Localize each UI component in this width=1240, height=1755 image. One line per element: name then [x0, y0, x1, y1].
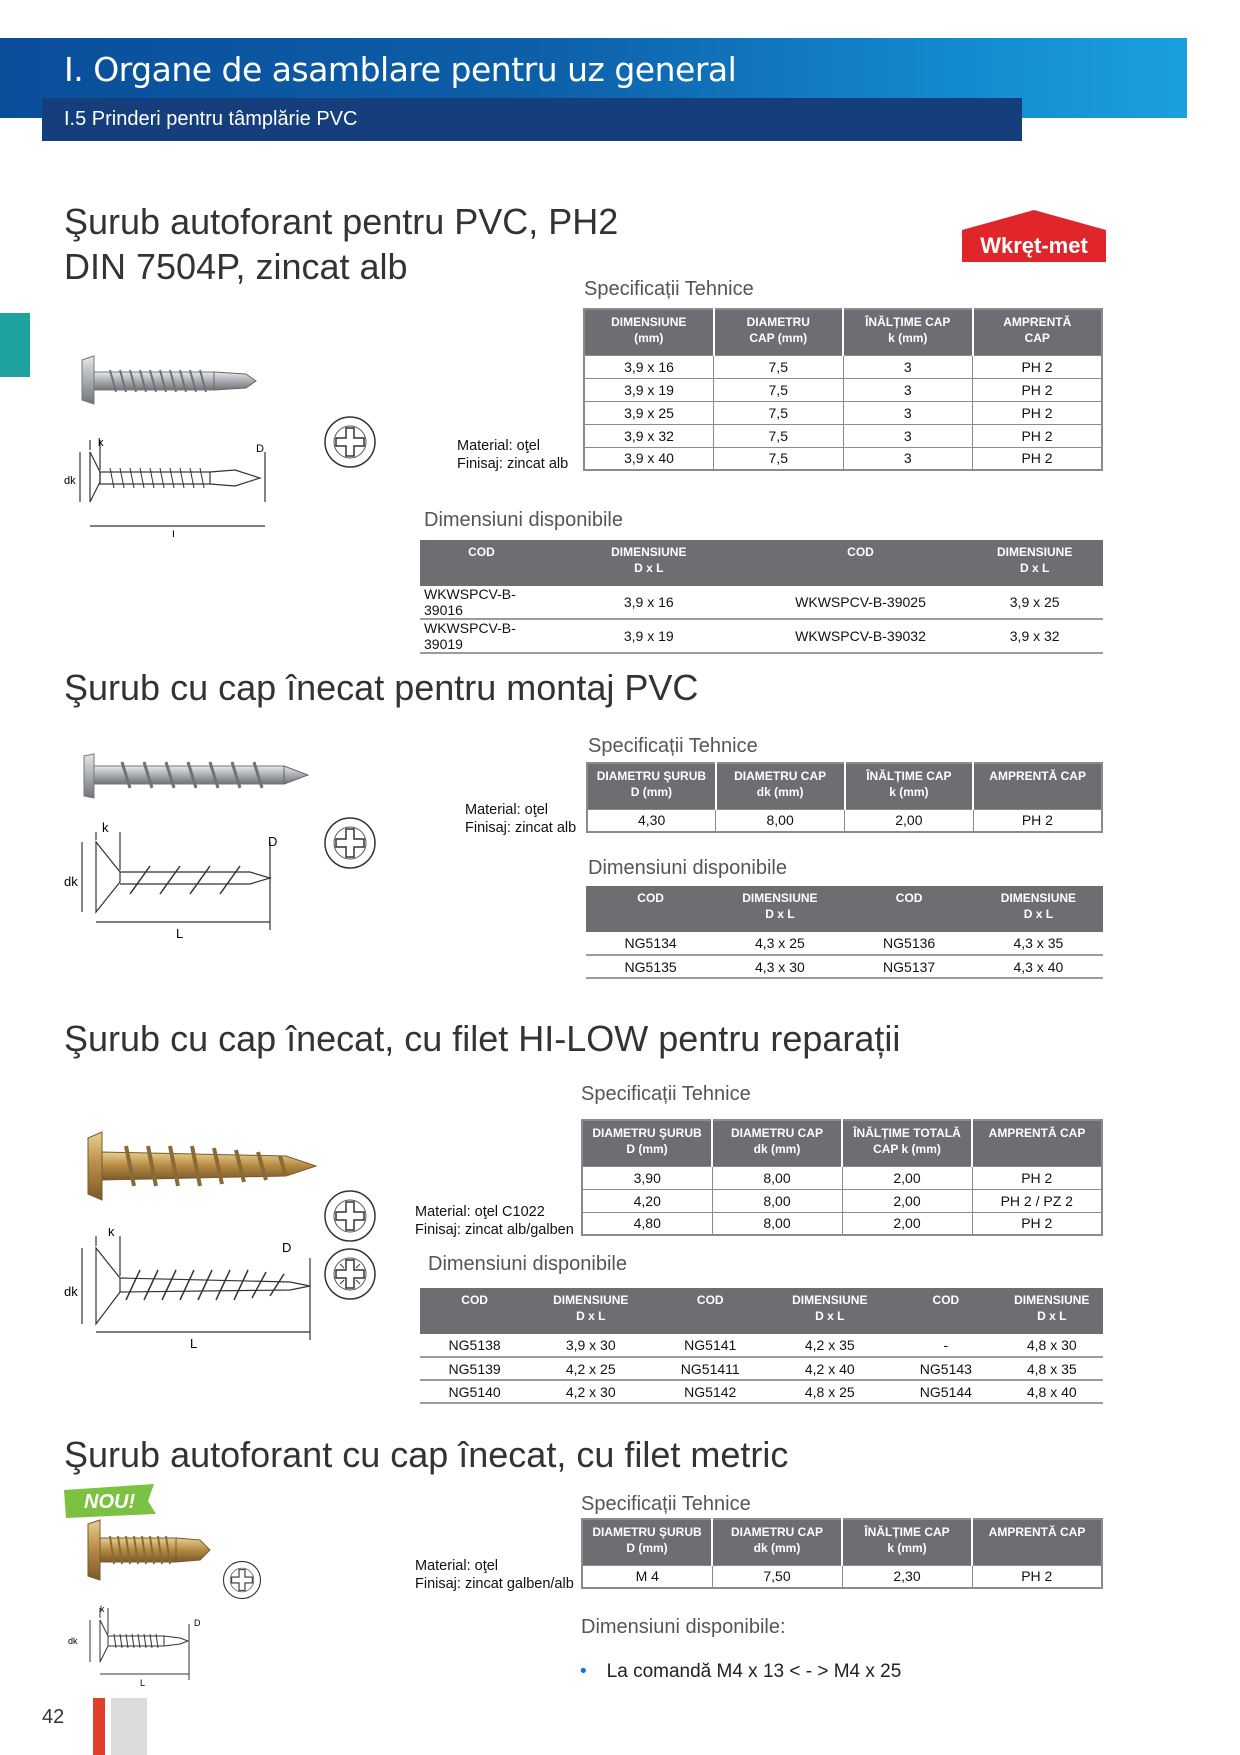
material-text: Material: oţel [415, 1558, 499, 1574]
material-text: Material: oţel [457, 438, 541, 454]
table-row: WKWSPCV-B-39019 3,9 x 19 WKWSPCV-B-39032 3,9 x 32 [420, 619, 1103, 653]
product-4-spec-table [581, 1518, 1103, 1589]
label-d: D [268, 834, 278, 849]
phillips-ph2-icon [323, 1189, 377, 1243]
product-1-title-line1: Şurub autoforant pentru PVC, PH2 [64, 201, 619, 242]
product-1-dims-table [420, 540, 1103, 654]
finish-text: Finisaj: zincat alb/galben [415, 1222, 574, 1238]
phillips-ph2-icon [222, 1560, 262, 1600]
spec-header: ÎNĂLȚIME CAP k (mm) [842, 1519, 972, 1565]
table-row: NG5138 3,9 x 30 NG5141 4,2 x 35 - 4,8 x 30 [420, 1334, 1103, 1357]
dims-header: DIMENSIUNE D x L [715, 886, 844, 932]
product-4-screw-photo [86, 1518, 216, 1582]
product-1-title [64, 200, 618, 289]
finish-text: Finisaj: zincat galben/alb [415, 1576, 574, 1592]
footer-gray-bar [111, 1698, 147, 1755]
product-4-dims-label: Dimensiuni disponibile: [581, 1616, 786, 1638]
table-row: NG5139 4,2 x 25 NG51411 4,2 x 40 NG5143 4,8 x 35 [420, 1357, 1103, 1380]
dims-header: DIMENSIUNE D x L [966, 540, 1103, 586]
product-1-technical-drawing [60, 432, 280, 537]
product-4-spec-label: Specificații Tehnice [581, 1493, 751, 1515]
dims-header: COD [420, 1288, 529, 1334]
product-2-spec-table [586, 762, 1103, 833]
spec-header: DIAMETRU CAP dk (mm) [712, 1120, 842, 1166]
product-4-technical-drawing [64, 1604, 214, 1688]
label-d: D [194, 1618, 201, 1628]
new-badge-text: NOU! [84, 1491, 136, 1513]
dims-header: COD [586, 886, 715, 932]
dims-header: COD [891, 1288, 1000, 1334]
product-2-technical-drawing [60, 822, 290, 942]
label-k: k [102, 822, 109, 835]
material-text: Material: oţel C1022 [415, 1204, 545, 1220]
label-k: k [100, 1604, 105, 1614]
dims-header: COD [652, 1288, 768, 1334]
spec-header: AMPRENTĂ CAP [972, 1120, 1102, 1166]
label-l: L [176, 926, 184, 941]
product-2-screw-photo [82, 752, 312, 802]
product-1-material [457, 437, 568, 473]
product-2-dims-table [586, 886, 1103, 979]
label-d: D [256, 443, 264, 455]
spec-header: AMPRENTĂ CAP [973, 763, 1102, 809]
spec-header: DIAMETRU ŞURUB D (mm) [587, 763, 716, 809]
table-row: 3,9 x 25 7,5 3 PH 2 [584, 401, 1102, 424]
spec-header: DIAMETRU CAP dk (mm) [712, 1519, 842, 1565]
product-2-dims-label: Dimensiuni disponibile [588, 857, 787, 879]
product-4-title: Şurub autoforant cu cap înecat, cu filet metric [64, 1434, 789, 1475]
table-row: 3,9 x 16 7,5 3 PH 2 [584, 355, 1102, 378]
product-1-spec-label: Specificații Tehnice [584, 278, 754, 300]
product-2-title: Şurub cu cap înecat pentru montaj PVC [64, 667, 699, 708]
product-3-dims-table [420, 1288, 1103, 1404]
page-number: 42 [42, 1706, 65, 1728]
dims-header: DIMENSIUNE D x L [768, 1288, 891, 1334]
label-l: L [172, 529, 179, 537]
order-note [580, 1661, 901, 1683]
dims-header: DIMENSIUNE D x L [974, 886, 1103, 932]
section-title: I.5 Prinderi pentru tâmplărie PVC [64, 108, 358, 130]
order-note-text: La comandă M4 x 13 < - > M4 x 25 [606, 1661, 902, 1682]
label-k: k [108, 1228, 115, 1239]
dims-header: COD [845, 886, 974, 932]
chapter-title: I. Organe de asamblare pentru uz general [64, 50, 737, 89]
dims-header: COD [420, 540, 543, 586]
label-l: L [140, 1678, 146, 1688]
bullet-icon: • [580, 1661, 587, 1682]
label-dk: dk [68, 1636, 78, 1646]
product-4-material [415, 1557, 574, 1593]
logo-roof-icon [962, 210, 1106, 230]
side-tab-marker [0, 313, 30, 377]
product-1-spec-table [583, 308, 1103, 471]
table-row: 3,9 x 19 7,5 3 PH 2 [584, 378, 1102, 401]
product-3-spec-table [581, 1119, 1103, 1236]
product-1-dims-label: Dimensiuni disponibile [424, 509, 623, 531]
product-3-title: Şurub cu cap înecat, cu filet HI-LOW pentru reparații [64, 1018, 901, 1059]
product-3-material [415, 1203, 574, 1239]
table-row: 4,30 8,00 2,00 PH 2 [587, 809, 1102, 832]
label-d: D [282, 1240, 292, 1255]
spec-header: ÎNĂLȚIME CAP k (mm) [845, 763, 974, 809]
table-row: 4,80 8,00 2,00 PH 2 [582, 1212, 1102, 1235]
dims-header: COD [755, 540, 967, 586]
pozidriv-pz2-icon [323, 1247, 377, 1301]
label-dk: dk [64, 874, 78, 889]
spec-header: DIAMETRU ŞURUB D (mm) [582, 1519, 712, 1565]
spec-header: DIAMETRU CAP dk (mm) [716, 763, 845, 809]
table-row: NG5135 4,3 x 30 NG5137 4,3 x 40 [586, 955, 1103, 978]
spec-header: ÎNĂLȚIME CAP k (mm) [843, 309, 973, 355]
finish-text: Finisaj: zincat alb [465, 820, 577, 836]
product-2-spec-label: Specificații Tehnice [588, 735, 758, 757]
label-l: L [190, 1336, 198, 1348]
product-3-technical-drawing [60, 1228, 320, 1348]
table-row: WKWSPCV-B-39016 3,9 x 16 WKWSPCV-B-39025 3,9 x 25 [420, 586, 1103, 619]
table-row: 4,20 8,00 2,00 PH 2 / PZ 2 [582, 1189, 1102, 1212]
brand-logo-text: Wkręt-met [962, 230, 1106, 262]
table-row: 3,9 x 32 7,5 3 PH 2 [584, 424, 1102, 447]
phillips-ph2-icon [323, 816, 377, 870]
spec-header: DIMENSIUNE (mm) [584, 309, 714, 355]
table-row: 3,90 8,00 2,00 PH 2 [582, 1166, 1102, 1189]
label-dk: dk [64, 1284, 78, 1299]
product-1-title-line2: DIN 7504P, zincat alb [64, 245, 408, 287]
spec-header: DIAMETRU ŞURUB D (mm) [582, 1120, 712, 1166]
product-3-dims-label: Dimensiuni disponibile [428, 1253, 627, 1275]
spec-header: AMPRENTĂ CAP [973, 309, 1103, 355]
product-2-material [465, 801, 576, 837]
spec-header: AMPRENTĂ CAP [972, 1519, 1102, 1565]
new-badge [62, 1484, 158, 1518]
dims-header: DIMENSIUNE D x L [529, 1288, 652, 1334]
footer-red-bar [93, 1698, 105, 1755]
material-text: Material: oţel [465, 802, 549, 818]
dims-header: DIMENSIUNE D x L [1001, 1288, 1103, 1334]
product-3-screw-photo [86, 1130, 321, 1202]
label-k: k [98, 437, 104, 449]
phillips-ph2-icon [323, 415, 377, 469]
table-row: M 4 7,50 2,30 PH 2 [582, 1565, 1102, 1588]
table-row: NG5140 4,2 x 30 NG5142 4,8 x 25 NG5144 4,8 x 40 [420, 1380, 1103, 1403]
product-1-screw-photo [80, 352, 260, 412]
spec-header: DIAMETRU CAP (mm) [714, 309, 844, 355]
label-dk: dk [64, 475, 76, 487]
brand-logo [962, 210, 1106, 262]
table-row: NG5134 4,3 x 25 NG5136 4,3 x 35 [586, 932, 1103, 955]
table-row: 3,9 x 40 7,5 3 PH 2 [584, 447, 1102, 470]
finish-text: Finisaj: zincat alb [457, 456, 569, 472]
product-3-spec-label: Specificații Tehnice [581, 1083, 751, 1105]
spec-header: ÎNĂLȚIME TOTALĂ CAP k (mm) [842, 1120, 972, 1166]
dims-header: DIMENSIUNE D x L [543, 540, 755, 586]
